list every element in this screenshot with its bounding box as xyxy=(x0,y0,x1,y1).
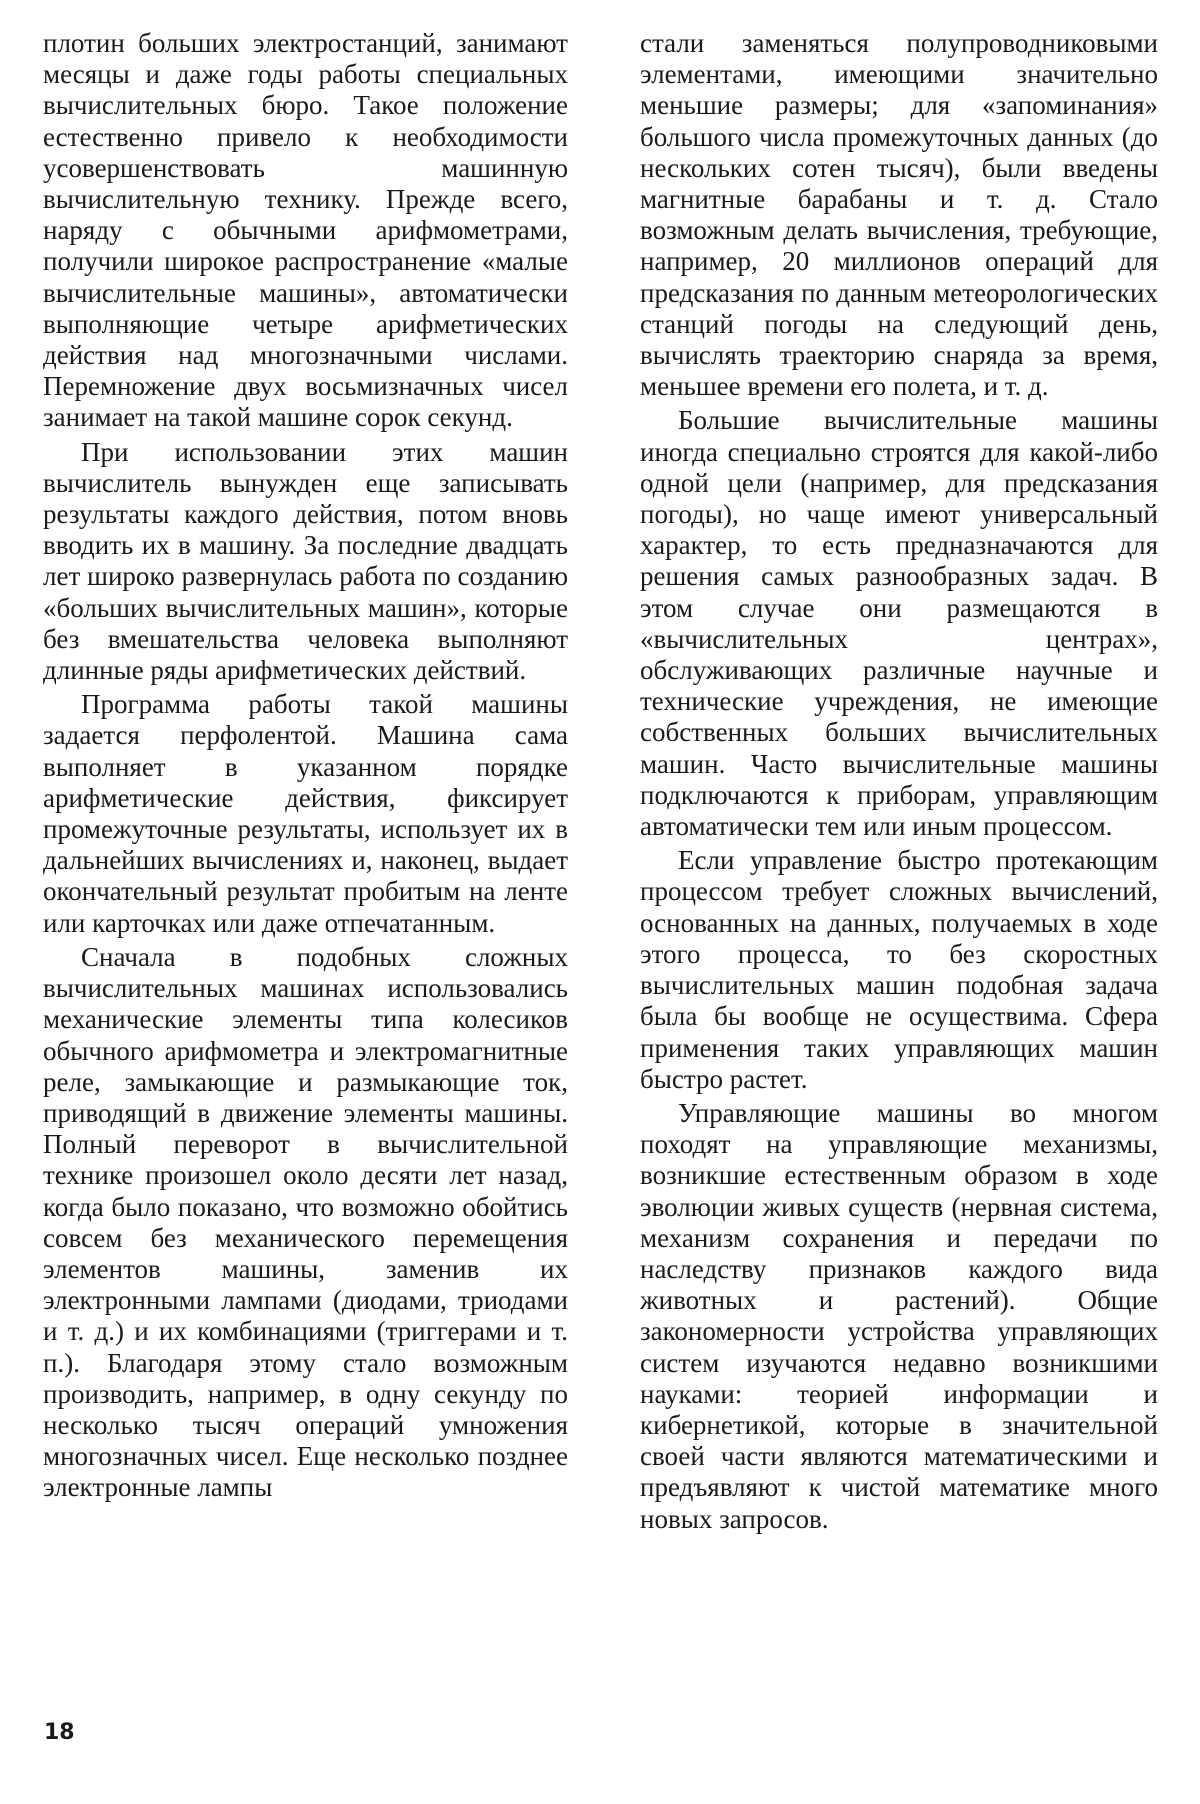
paragraph: стали заменяться полупроводниковыми элементами, имеющими значительно меньшие размеры; для «запоминания» большого числа промежуточных данных (до нескольких сотен тысяч), были введены магнитные барабаны и т. д. Стало возможным делать вычисления, требующие, например, 20 миллионов операций для предсказания по данным метеорологических станций погоды на следующий день, вычислять траекторию снаряда за время, меньшее времени его полета, и т. д. xyxy=(640,28,1158,402)
left-text-column xyxy=(43,28,568,1507)
paragraph: Управляющие машины во многом походят на управляющие механизмы, возникшие естественным образом в ходе эволюции живых существ (нервная система, механизм сохранения и передачи по наследству признаков каждого вида животных и растений). Общие закономерности устройства управляющих систем изучаются недавно возникшими науками: теорией информации и кибернетикой, которые в значительной своей части являются математическими и предъявляют к чистой математике много новых запросов. xyxy=(640,1097,1158,1534)
paragraph: Сначала в подобных сложных вычислительных машинах использовались механические элементы типа колесиков обычного арифмометра и электромагнитные реле, замыкающие и размыкающие ток, приводящий в движение элементы машины. Полный переворот в вычислительной технике произошел около десяти лет назад, когда было показано, что возможно обойтись совсем без механического перемещения элементов машины, заменив их электронными лампами (диодами, триодами и т. д.) и их комбинациями (триггерами и т. п.). Благодаря этому стало возможным производить, например, в одну секунду по несколько тысяч операций умножения многозначных чисел. Еще несколько позднее электронные лампы xyxy=(43,941,568,1503)
paragraph: При использовании этих машин вычислитель вынужден еще записывать результаты каждого действия, потом вновь вводить их в машину. За последние двадцать лет широко развернулась работа по созданию «больших вычислительных машин», которые без вмешательства человека выполняют длинные ряды арифметических действий. xyxy=(43,436,568,686)
paragraph: плотин больших электростанций, занимают месяцы и даже годы работы специальных вычислительных бюро. Такое положение естественно привело к необходимости усовершенствовать машинную вычислительную технику. Прежде всего, наряду с обычными арифмометрами, получили широкое распространение «малые вычислительные машины», автоматически выполняющие четыре арифметических действия над многозначными числами. Перемножение двух восьмизначных чисел занимает на такой машине сорок секунд. xyxy=(43,28,568,433)
paragraph: Большие вычислительные машины иногда специально строятся для какой-либо одной цели (например, для предсказания погоды), но чаще имеют универсальный характер, то есть предназначаются для решения самых разнообразных задач. В этом случае они размещаются в «вычислительных центрах», обслуживающих различные научные и технические учреждения, не имеющие собственных больших вычислительных машин. Часто вычислительные машины подключаются к приборам, управляющим автоматически тем или иным процессом. xyxy=(640,405,1158,842)
right-text-column xyxy=(640,28,1158,1538)
page-number: 18 xyxy=(44,1720,75,1745)
paragraph: Программа работы такой машины задается перфолентой. Машина сама выполняет в указанном порядке арифметические действия, фиксирует промежуточные результаты, использует их в дальнейших вычислениях и, наконец, выдает окончательный результат пробитым на ленте или карточках или даже отпечатанным. xyxy=(43,689,568,938)
paragraph: Если управление быстро протекающим процессом требует сложных вычислений, основанных на данных, получаемых в ходе этого процесса, то без скоростных вычислительных машин подобная задача была бы вообще не осуществима. Сфера применения таких управляющих машин быстро растет. xyxy=(640,845,1158,1094)
